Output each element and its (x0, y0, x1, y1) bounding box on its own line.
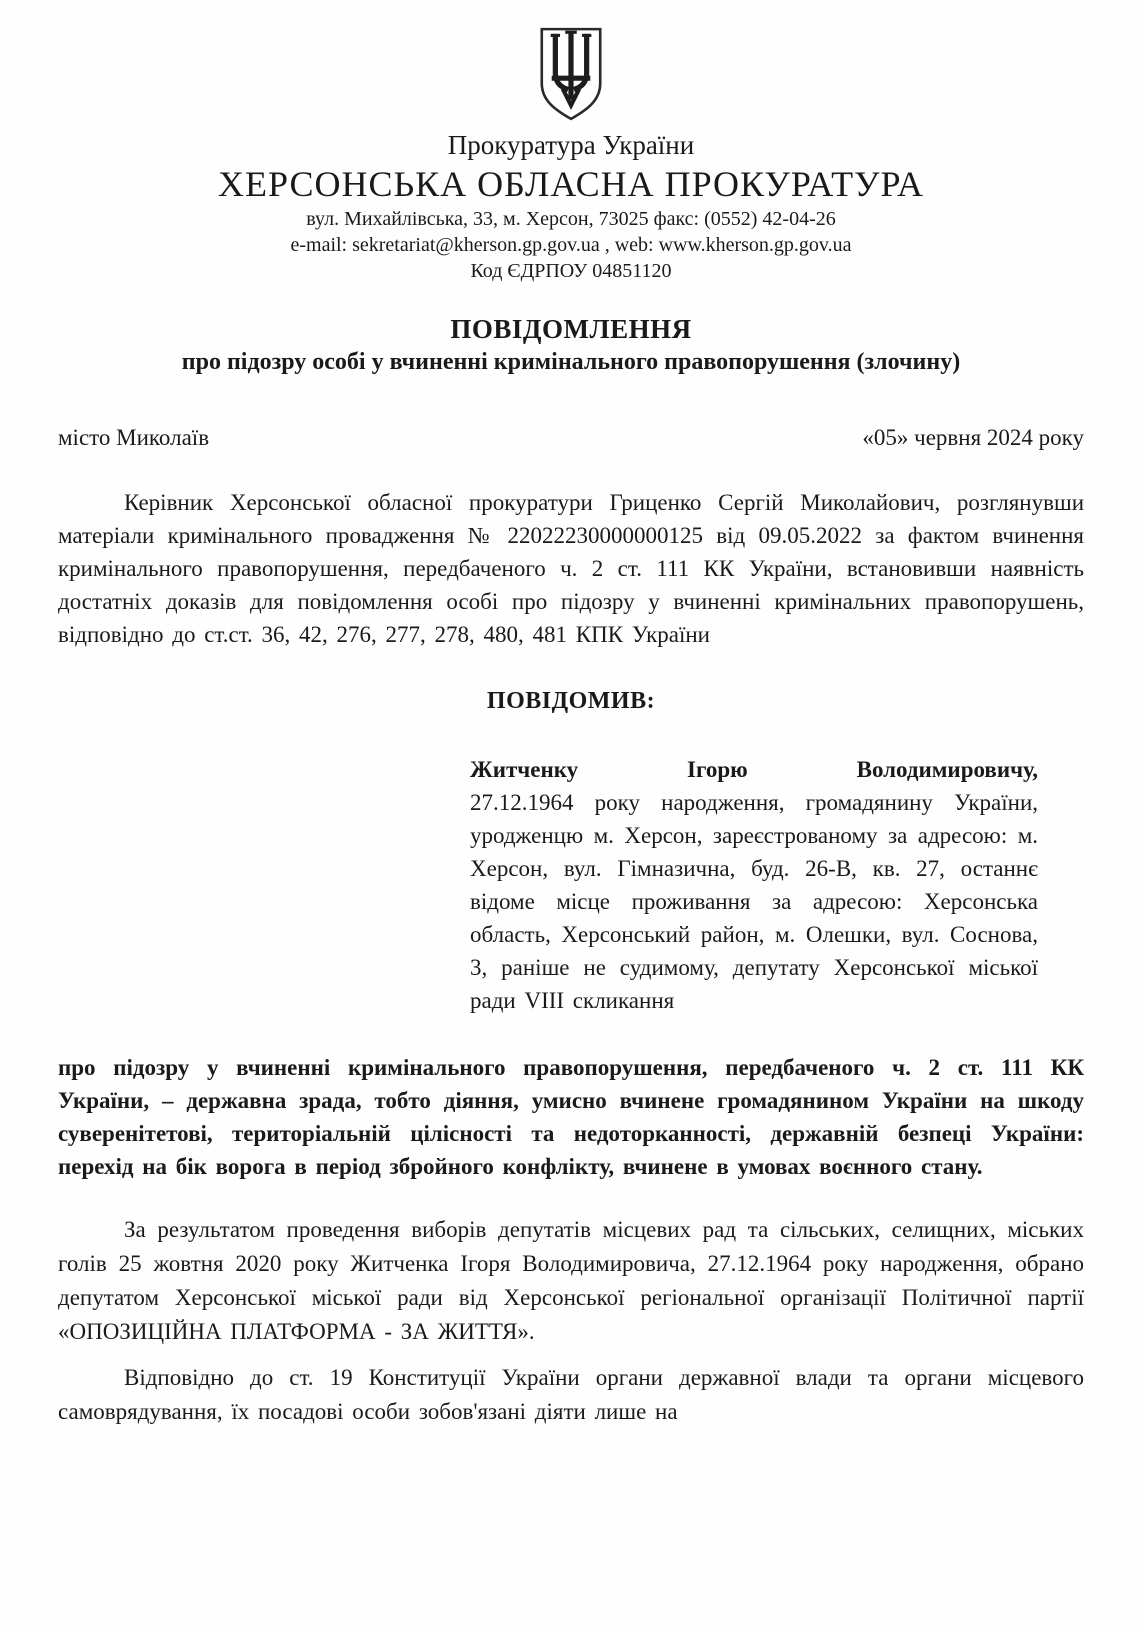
body-paragraph-election: За результатом проведення виборів депутатів місцевих рад та сільських, селищних, міських голів 25 жовтня 2020 року Житченка Ігоря Володимировича, 27.12.1964 року народження, обрано депутатом Херсонської міської ради від Херсонської регіональної організації Політичної партії «ОПОЗИЦІЙНА ПЛАТФОРМА - ЗА ЖИТТЯ». (58, 1217, 1084, 1344)
letterhead (58, 26, 1084, 284)
dateline-place: місто Миколаїв (58, 425, 210, 450)
suspect-block (470, 753, 1038, 1017)
intro-paragraph: Керівник Херсонської обласної прокуратури Гриценко Сергій Миколайович, розглянувши матеріали кримінального провадження № 22022230000000125 від 09.05.2022 за фактом вчинення кримінального правопорушення, передбаченого ч. 2 ст. 111 КК України, встановивши наявність достатніх доказів для повідомлення особі про підозру у вчиненні кримінальних правопорушень, відповідно до ст.ст. 36, 42, 276, 277, 278, 480, 481 КПК України (58, 490, 1084, 647)
coat-of-arms-icon (535, 26, 607, 122)
document-subtitle: про підозру особі у вчиненні кримінального правопорушення (злочину) (181, 349, 961, 375)
authority-address: вул. Михайлівська, 33, м. Херсон, 73025 факс: (0552) 42-04-26 (306, 208, 836, 230)
document-title: ПОВІДОМЛЕННЯ (450, 314, 692, 344)
charge-paragraph: про підозру у вчиненні кримінального правопорушення, передбаченого ч. 2 ст. 111 КК України, – державна зрада, тобто діяння, умисно вчинене громадянином України на шкоду суверенітетові, територіальній цілісності та недоторканності, державній безпеці України: перехід на бік ворога в період збройного конфлікту, вчинене в умовах воєнного стану. (58, 1055, 1084, 1179)
authority-edrpou-code: Код ЄДРПОУ 04851120 (470, 260, 672, 282)
suspect-name: Житченку Ігорю Володимировичу, (470, 757, 1038, 782)
notified-heading: ПОВІДОМИВ: (486, 688, 656, 714)
body-paragraph-constitution: Відповідно до ст. 19 Конституції України органи державної влади та органи місцевого самоврядування, їх посадові особи зобов'язані діяти лише на (58, 1365, 1084, 1424)
authority-contacts: e-mail: sekretariat@kherson.gp.gov.ua , web: www.kherson.gp.gov.ua (290, 234, 852, 256)
authority-parent-name: Прокуратура України (447, 130, 695, 160)
suspect-details: 27.12.1964 року народження, громадянину України, уродженцю м. Херсон, зареєстрованому за адресою: м. Херсон, вул. Гімназична, буд. 26-В, кв. 27, останнє відоме місце проживання за адресою: Херсонська область, Херсонський район, м. Олешки, вул. Соснова, 3, раніше не судимому, депутату Херсонської міської ради VIII скликання (470, 790, 1038, 1013)
authority-name: ХЕРСОНСЬКА ОБЛАСНА ПРОКУРАТУРА (218, 164, 924, 204)
dateline (58, 422, 1084, 454)
dateline-date: «05» червня 2024 року (862, 425, 1084, 450)
